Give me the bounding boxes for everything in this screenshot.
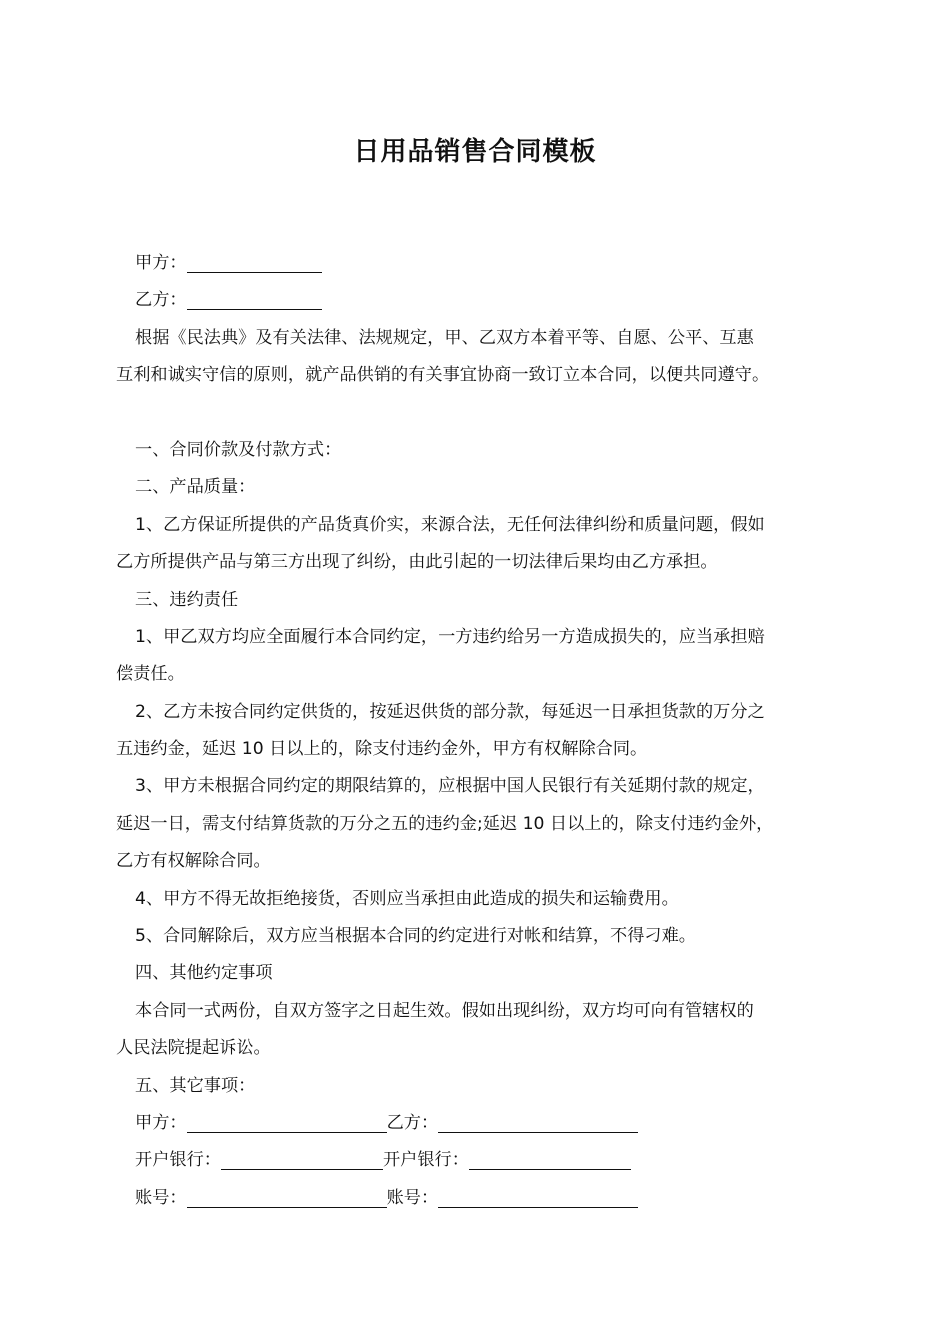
- section-1-heading: 一、合同价款及付款方式：: [135, 439, 342, 460]
- section-3-item-4: 4、甲方不得无故拒绝接货，否则应当承担由此造成的损失和运输费用。: [135, 888, 679, 909]
- intro-line-1: 根据《民法典》及有关法律、法规规定，甲、乙双方本着平等、自愿、公平、互惠: [135, 327, 754, 348]
- section-3-item-5: 5、合同解除后，双方应当根据本合同的约定进行对帐和结算，不得刁难。: [135, 926, 696, 947]
- signature-account-b-blank: [438, 1187, 638, 1208]
- signature-account-line: [116, 1180, 846, 1217]
- signature-bank-b-label: 开户银行：: [382, 1150, 469, 1171]
- section-3-item-2-line-2: 五违约金，延迟 10 日以上的，除支付违约金外，甲方有权解除合同。: [116, 739, 648, 760]
- section-2-heading: 二、产品质量：: [135, 477, 256, 498]
- party-a-label: 甲方：: [135, 253, 187, 273]
- section-5-heading: 五、其它事项：: [135, 1075, 256, 1096]
- signature-bank-a-label: 开户银行：: [135, 1150, 221, 1171]
- signature-party-line: [116, 1105, 846, 1142]
- section-3-item-1-line-1: 1、甲乙双方均应全面履行本合同约定，一方违约给另一方造成损失的，应当承担赔: [135, 626, 765, 647]
- section-4-text-line-2: 人民法院提起诉讼。: [116, 1038, 271, 1059]
- signature-party-a-blank: [187, 1112, 387, 1133]
- intro-line-2: 互利和诚实守信的原则，就产品供销的有关事宜协商一致订立本合同，以便共同遵守。: [116, 365, 770, 386]
- section-2-item-1-line-2: 乙方所提供产品与第三方出现了纠纷，由此引起的一切法律后果均由乙方承担。: [116, 552, 718, 573]
- signature-account-a-blank: [187, 1187, 387, 1208]
- contract-body: [116, 245, 846, 1217]
- section-3-item-3-line-3: 乙方有权解除合同。: [116, 851, 271, 872]
- party-a-line: [116, 245, 846, 282]
- party-b-label: 乙方：: [135, 290, 187, 311]
- party-b-line: [116, 282, 846, 319]
- party-b-blank: [187, 289, 322, 310]
- section-2-item-1-line-1: 1、乙方保证所提供的产品货真价实，来源合法，无任何法律纠纷和质量问题，假如: [135, 514, 765, 535]
- section-4-text-line-1: 本合同一式两份，自双方签字之日起生效。假如出现纠纷，双方均可向有管辖权的: [135, 1000, 754, 1021]
- signature-bank-line: [116, 1142, 846, 1179]
- section-3-item-1-line-2: 偿责任。: [116, 664, 185, 685]
- signature-account-b-label: 账号：: [386, 1187, 439, 1208]
- section-3-item-3-line-2: 延迟一日，需支付结算货款的万分之五的违约金;延迟 10 日以上的，除支付违约金外，: [116, 813, 774, 834]
- signature-party-a-label: 甲方：: [135, 1112, 187, 1133]
- document-title: 日用品销售合同模板: [353, 137, 597, 167]
- spacer: [116, 395, 846, 432]
- section-3-item-3-line-1: 3、甲方未根据合同约定的期限结算的，应根据中国人民银行有关延期付款的规定，: [135, 776, 765, 797]
- party-a-blank: [187, 252, 322, 273]
- signature-party-b-blank: [438, 1112, 638, 1133]
- signature-bank-a-blank: [221, 1149, 383, 1170]
- section-3-item-2-line-1: 2、乙方未按合同约定供货的，按延迟供货的部分款，每延迟一日承担货款的万分之: [135, 701, 765, 722]
- signature-party-b-label: 乙方：: [386, 1112, 439, 1133]
- signature-bank-b-blank: [469, 1149, 631, 1170]
- section-4-heading: 四、其他约定事项: [135, 963, 273, 984]
- section-3-heading: 三、违约责任: [135, 589, 239, 610]
- signature-account-a-label: 账号：: [135, 1187, 187, 1208]
